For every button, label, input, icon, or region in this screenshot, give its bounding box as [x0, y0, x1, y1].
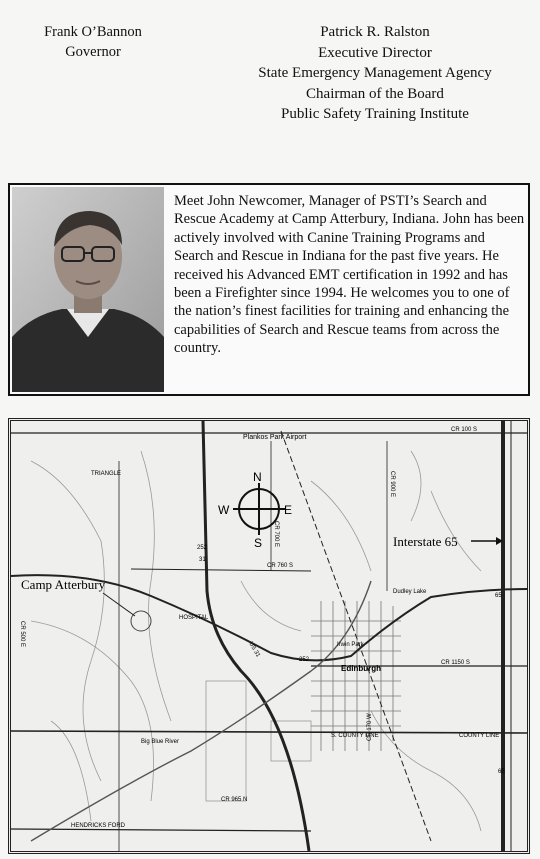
park-label: Irwin Park — [337, 642, 364, 648]
compass-n: N — [253, 470, 262, 484]
map-drawing — [11, 421, 527, 851]
river-label: Big Blue River — [141, 739, 180, 745]
institute-name: Public Safety Training Institute — [281, 106, 469, 122]
hospital-label: HOSPITAL — [179, 615, 209, 621]
road-cr100s: CR 100 S — [451, 427, 478, 433]
director-block — [220, 22, 530, 125]
road-sr31: 31 — [199, 557, 206, 563]
road-us31: US 31 — [247, 641, 261, 659]
triangle-label: TRIANGLE — [91, 471, 122, 477]
interstate-label: Interstate 65 — [393, 534, 458, 549]
county-line-label-1: S. COUNTY LINE — [331, 733, 379, 739]
airport-label: Plankos Park Airport — [243, 434, 307, 441]
governor-title: Governor — [65, 44, 121, 60]
road-cr500e: CR 500 E — [19, 621, 25, 648]
road-cr760s: CR 760 S — [267, 563, 294, 569]
road-sr252-east: 252 — [299, 657, 310, 663]
area-map — [8, 418, 530, 854]
camp-label: Camp Atterbury — [21, 577, 106, 592]
compass-e: E — [284, 503, 293, 517]
compass-w: W — [218, 503, 230, 517]
board-title: Chairman of the Board — [306, 85, 444, 102]
bio-text: Meet John Newcomer, Manager of PSTI’s Search and Rescue Academy at Camp Atterbury, Indiana. John has been actively involved with Canine Training Programs and Search and Rescue in Indiana for the past five years. He received his Advanced EMT certification in 1992 and has been a Firefighter since 1994. He welcomes you to one of the nation’s finest facilities for training and enhancing the capabilities of Search and Rescue teams from across the country. — [174, 193, 525, 357]
town-label: Edinburgh — [341, 664, 381, 673]
director-title: Executive Director — [318, 44, 432, 61]
governor-name: Frank O’Bannon — [44, 24, 142, 40]
road-cr700e: CR 700 E — [273, 521, 279, 548]
county-line-label-2: COUNTY LINE — [459, 733, 500, 739]
road-cr170w: CR 170 W — [367, 713, 373, 741]
agency-name: State Emergency Management Agency — [258, 65, 492, 81]
road-i65-south: 65 — [498, 769, 505, 775]
director-name: Patrick R. Ralston — [320, 24, 430, 40]
portrait-photo — [12, 187, 164, 392]
lake-label: Dudley Lake — [393, 589, 427, 595]
road-i65: 65 — [495, 593, 502, 599]
compass-s: S — [254, 536, 263, 550]
hendricks-label: HENDRICKS FORD — [71, 823, 126, 829]
road-cr900e: CR 900 E — [389, 471, 395, 498]
profile-box — [8, 183, 530, 396]
governor-block — [18, 22, 168, 62]
road-sr252: 252 — [197, 545, 208, 551]
road-cr965n: CR 965 N — [221, 797, 248, 803]
road-cr1150s: CR 1150 S — [441, 660, 470, 666]
